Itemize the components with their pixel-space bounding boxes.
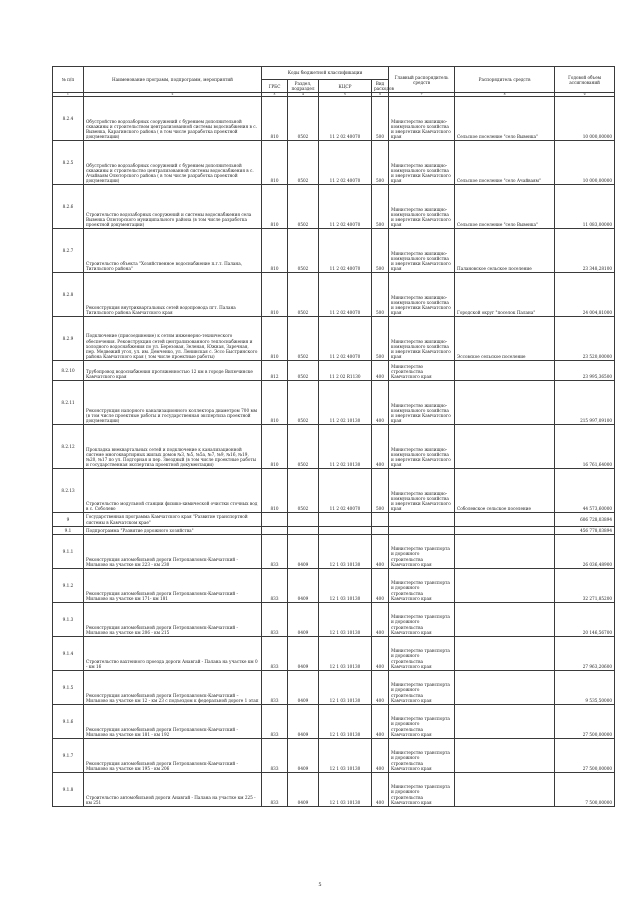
row-number: 8.2.7 [53,229,84,273]
row-recipient: Городской округ "поселок Палана" [455,273,555,317]
row-number: 8.2.6 [53,185,84,229]
row-total: 16 761,64000 [555,425,615,469]
row-recipient [455,671,555,705]
row-recipient [455,425,555,469]
row-manager: Министерство жилищно-коммунального хозяйства и энергетики Камчатского края [389,229,455,273]
row-razdel: 0502 [288,97,319,141]
table-row [53,141,615,185]
row-manager: Министерство транспорта и дорожного строительства Камчатского края [389,671,455,705]
col-number: 4 [288,93,319,97]
row-razdel: 0502 [288,361,319,381]
row-recipient [455,569,555,603]
table-row [53,705,615,739]
row-ksr: 12 1 03 10130 [319,739,372,773]
row-manager: Министерство жилищно-коммунального хозяйства и энергетики Камчатского края [389,425,455,469]
row-grbs: 810 [262,381,288,425]
row-manager: Министерство транспорта и дорожного строительства Камчатского края [389,535,455,569]
row-razdel: 0502 [288,317,319,361]
row-name: Строительство водозаборных сооружений и системы водоснабжения села Вывенка Олюторского муниципального района (в том числе разработка проектной документации) [84,185,262,229]
row-name: Государственная программа Камчатского края "Развитие транспортной системы в Камчатском крае" [84,513,262,526]
col-number: 1 [53,93,84,97]
row-total: 7 500,00000 [555,773,615,807]
row-grbs: 810 [262,317,288,361]
table-row [53,637,615,671]
row-recipient [455,526,555,534]
row-grbs: 833 [262,773,288,807]
col-header-name: Наименование программ, подпрограмм, мероприятий [84,67,262,93]
row-manager: Министерство транспорта и дорожного строительства Камчатского края [389,739,455,773]
row-manager: Министерство жилищно-коммунального хозяйства и энергетики Камчатского края [389,317,455,361]
col-header-total: Годовой объем ассигнований [555,67,615,93]
row-grbs [262,513,288,526]
row-name: Строительство автомобильной дороги Анавгай - Палана на участке км 225 - км 251 [84,773,262,807]
row-manager: Министерство транспорта и дорожного строительства Камчатского края [389,773,455,807]
page-number: 5 [318,882,322,888]
row-total: 24 004,81000 [555,273,615,317]
row-ksr: 11 2 02 R1130 [319,361,372,381]
row-vr: 500 [372,141,389,185]
row-total: 44 573,60000 [555,469,615,513]
row-vr: 500 [372,317,389,361]
col-header-razdel: Раздел, подраздел [288,80,319,93]
row-razdel: 0409 [288,535,319,569]
row-manager: Министерство транспорта и дорожного строительства Камчатского края [389,705,455,739]
row-recipient [455,361,555,381]
row-total: 456 778,03894 [555,526,615,534]
row-name: Реконструкция автомобильной дороги Петропавловск-Камчатский - Мильково на участке км 171- км 181 [84,569,262,603]
row-grbs: 810 [262,469,288,513]
row-vr: 400 [372,425,389,469]
table-row [53,773,615,807]
table-row [53,469,615,513]
row-vr: 400 [372,739,389,773]
row-manager: Министерство строительства Камчатского края [389,361,455,381]
col-header-vr: Вид расходов [372,80,389,93]
row-name: Обустройство водозаборных сооружений с бурением дополнительной скважины и строительством централизованной системы водоснабжения в с. Вывенка, Карагинского района ( в том числе разработка проектной документации) [84,97,262,141]
col-number: 7 [389,93,455,97]
table-row [53,425,615,469]
row-number: 9.1.6 [53,705,84,739]
row-manager: Министерство транспорта и дорожного строительства Камчатского края [389,637,455,671]
col-number: 8 [455,93,555,97]
row-razdel: 0409 [288,603,319,637]
col-number: 2 [84,93,262,97]
row-vr: 400 [372,603,389,637]
row-recipient [455,705,555,739]
table-row [53,513,615,526]
row-number: 9.1.4 [53,637,84,671]
table-row [53,569,615,603]
row-grbs: 833 [262,671,288,705]
row-name: Реконструкция автомобильной дороги Петропавловск-Камчатский - Мильково на участке км 181 - км 192 [84,705,262,739]
row-grbs: 810 [262,229,288,273]
col-header-recipient: Распорядитель средств [455,67,555,93]
row-number: 9.1.8 [53,773,84,807]
row-grbs: 810 [262,97,288,141]
row-razdel: 0409 [288,671,319,705]
row-recipient: Эссовское сельское поселение [455,317,555,361]
row-razdel: 0502 [288,229,319,273]
row-name: Подпрограмма "Развитие дорожного хозяйства" [84,526,262,534]
row-name: Строительство объекта "Хозяйственное водоснабжение п.г.т. Палана, Тигильского района" [84,229,262,273]
row-grbs: 833 [262,603,288,637]
table-row [53,535,615,569]
table-row [53,739,615,773]
row-name: Подключение (присоединение) к сетям инженерно-технического обеспечения. Реконструкция сетей централизованного теплоснабжения и холодного водоснабжения по ул. Березовая, Зеленая, Южная, Заречная, пер. Медвежий угол, ул. им. Демченко, ул. Ленинская с. Эссо Быстринского района Камчатского края ( том числе проектные работы) [84,317,262,361]
row-ksr: 11 2 02 40070 [319,469,372,513]
table-row [53,603,615,637]
row-vr: 500 [372,97,389,141]
row-name: Трубопровод водоснабжения протяженностью 12 км в городе Вилючинске Камчатского края [84,361,262,381]
row-total: 32 271,85200 [555,569,615,603]
row-number: 8.2.4 [53,97,84,141]
row-name: Реконструкция внутриквартальных сетей водопровода пгт. Палана Тигильского района Камчатского края [84,273,262,317]
row-vr: 500 [372,185,389,229]
row-razdel: 0409 [288,705,319,739]
row-manager: Министерство жилищно-коммунального хозяйства и энергетики Камчатского края [389,185,455,229]
col-header-ksr: КЦСР [319,80,372,93]
row-number: 9.1.2 [53,569,84,603]
col-header-no: № п/п [53,67,84,93]
row-ksr: 12 1 03 10130 [319,705,372,739]
row-name: Строительство вахтенного проезда дороги Анавгай - Палана на участке км 0 - км 16 [84,637,262,671]
row-grbs: 833 [262,535,288,569]
row-razdel: 0502 [288,141,319,185]
row-number: 8.2.9 [53,317,84,361]
row-total: 606 728,03894 [555,513,615,526]
row-grbs: 812 [262,361,288,381]
row-grbs: 810 [262,425,288,469]
row-recipient [455,381,555,425]
row-recipient [455,513,555,526]
row-vr: 400 [372,637,389,671]
row-vr: 400 [372,381,389,425]
row-razdel: 0502 [288,273,319,317]
row-razdel [288,513,319,526]
row-number: 9.1.3 [53,603,84,637]
table-row [53,381,615,425]
row-total: 10 000,00000 [555,97,615,141]
row-name: Реконструкция автомобильной дороги Петропавловск-Камчатский – Мильково на участке км 12 - км 23 с подъездом к федеральной дороге 1 этап [84,671,262,705]
table-row [53,361,615,381]
row-ksr: 12 1 03 10130 [319,603,372,637]
row-razdel: 0409 [288,569,319,603]
row-vr: 400 [372,535,389,569]
row-number: 9.1.7 [53,739,84,773]
row-manager: Министерство жилищно-коммунального хозяйства и энергетики Камчатского края [389,273,455,317]
table-row [53,317,615,361]
row-vr [372,526,389,534]
row-vr: 400 [372,773,389,807]
col-header-manager: Главный распорядитель средств [389,67,455,93]
row-ksr: 11 2 02 40070 [319,97,372,141]
row-ksr: 11 2 02 40070 [319,229,372,273]
row-name: Строительство модульной станции физико-химической очистки сточных вод в с. Соболево [84,469,262,513]
row-ksr [319,513,372,526]
row-total: 27 500,00000 [555,705,615,739]
row-grbs: 833 [262,637,288,671]
table-row [53,526,615,534]
row-recipient [455,773,555,807]
row-ksr: 11 2 02 40070 [319,141,372,185]
row-name: Реконструкция автомобильной дороги Петропавловск-Камчатский - Мильково на участке км 195 - км 206 [84,739,262,773]
col-number: 5 [319,93,372,97]
row-recipient [455,739,555,773]
row-manager: Министерство жилищно-коммунального хозяйства и энергетики Камчатского края [389,97,455,141]
row-ksr: 12 1 03 10130 [319,535,372,569]
row-total: 26 036,48900 [555,535,615,569]
row-ksr: 12 1 03 10130 [319,569,372,603]
row-ksr: 12 1 03 10130 [319,773,372,807]
row-number: 9.1.5 [53,671,84,705]
row-razdel [288,526,319,534]
table-body [53,97,615,807]
row-total: 9 535,50000 [555,671,615,705]
row-vr: 400 [372,569,389,603]
row-ksr [319,526,372,534]
row-number: 8.2.5 [53,141,84,185]
row-razdel: 0409 [288,637,319,671]
table-row [53,229,615,273]
row-vr: 500 [372,469,389,513]
col-number: 9 [555,93,615,97]
row-vr [372,513,389,526]
row-total: 23 995,36500 [555,361,615,381]
row-ksr: 11 2 02 40070 [319,273,372,317]
row-grbs: 833 [262,705,288,739]
row-ksr: 12 1 03 10130 [319,637,372,671]
row-name: Реконструкция автомобильной дороги Петропавловск-Камчатский - Мильково на участке км 223 - км 230 [84,535,262,569]
row-vr: 400 [372,705,389,739]
row-razdel: 0409 [288,773,319,807]
budget-table [52,66,615,807]
row-number: 8.2.13 [53,469,84,513]
row-number: 9 [53,513,84,526]
row-ksr: 11 2 02 10130 [319,381,372,425]
row-vr: 500 [372,273,389,317]
row-grbs [262,526,288,534]
row-name: Обустройство водозаборных сооружений с бурением дополнительной скважины и строительство централизованной системы водоснабжения в с. Ачайваям Олюторского района ( в том числе разработка проектной документации) [84,141,262,185]
row-total: 10 000,00000 [555,141,615,185]
row-recipient: Палановское сельское поселение [455,229,555,273]
table-row [53,97,615,141]
row-recipient: Сельское поселение "село Ачайваям" [455,141,555,185]
row-razdel: 0502 [288,425,319,469]
row-razdel: 0409 [288,739,319,773]
col-number: 3 [262,93,288,97]
row-razdel: 0502 [288,469,319,513]
row-total: 23 520,00000 [555,317,615,361]
row-vr: 500 [372,229,389,273]
table-row [53,185,615,229]
row-total: 23 348,28100 [555,229,615,273]
row-razdel: 0502 [288,185,319,229]
row-grbs: 833 [262,739,288,773]
row-ksr: 12 1 03 10130 [319,671,372,705]
row-total: 11 083,00000 [555,185,615,229]
row-manager: Министерство жилищно-коммунального хозяйства и энергетики Камчатского края [389,381,455,425]
row-number: 8.2.12 [53,425,84,469]
row-manager [389,526,455,534]
row-manager: Министерство жилищно-коммунального хозяйства и энергетики Камчатского края [389,469,455,513]
row-vr: 400 [372,361,389,381]
col-header-grbs: ГРБС [262,80,288,93]
row-recipient: Сельское поселение "село Вывенка" [455,185,555,229]
document-page [52,66,614,807]
row-total: 27 963,20600 [555,637,615,671]
row-grbs: 810 [262,273,288,317]
row-total: 27 500,00000 [555,739,615,773]
row-grbs: 833 [262,569,288,603]
row-name: Реконструкция автомобильной дороги Петропавловск-Камчатский - Мильково на участке км 206 - км 215 [84,603,262,637]
table-row [53,273,615,317]
row-ksr: 11 2 02 40070 [319,185,372,229]
row-ksr: 11 2 02 10130 [319,425,372,469]
row-total: 20 146,56700 [555,603,615,637]
table-row [53,671,615,705]
row-name: Прокладка внеквартальных сетей и подключение к канализационной системе многоквартирных жилых домов №3, №5, №5а, №7, №9, №16, №19, №20, №17 по ул. Подгорная и пер. Звездный (в том числе проектные работы и государственная экспертиза проектной документации) [84,425,262,469]
row-number: 8.2.11 [53,381,84,425]
row-recipient [455,603,555,637]
row-name: Реконструкция напорного канализационного коллектора диаметром 700 мм (в том числе проектные работы и государственная экспертиза проектной документации) [84,381,262,425]
col-number: 6 [372,93,389,97]
row-number: 9.1.1 [53,535,84,569]
row-grbs: 810 [262,185,288,229]
row-number: 9.1 [53,526,84,534]
row-total: 215 997,09100 [555,381,615,425]
row-recipient: Соболевское сельское поселение [455,469,555,513]
row-grbs: 810 [262,141,288,185]
row-recipient [455,535,555,569]
row-razdel: 0502 [288,381,319,425]
row-recipient: Сельское поселение "село Вывенка" [455,97,555,141]
row-vr: 400 [372,671,389,705]
row-recipient [455,637,555,671]
row-ksr: 11 2 02 40070 [319,317,372,361]
row-manager: Министерство жилищно-коммунального хозяйства и энергетики Камчатского края [389,141,455,185]
row-number: 8.2.8 [53,273,84,317]
row-manager: Министерство транспорта и дорожного строительства Камчатского края [389,569,455,603]
col-header-codes: Коды бюджетной классификации [262,67,389,80]
row-number: 8.2.10 [53,361,84,381]
row-manager [389,513,455,526]
row-manager: Министерство транспорта и дорожного строительства Камчатского края [389,603,455,637]
